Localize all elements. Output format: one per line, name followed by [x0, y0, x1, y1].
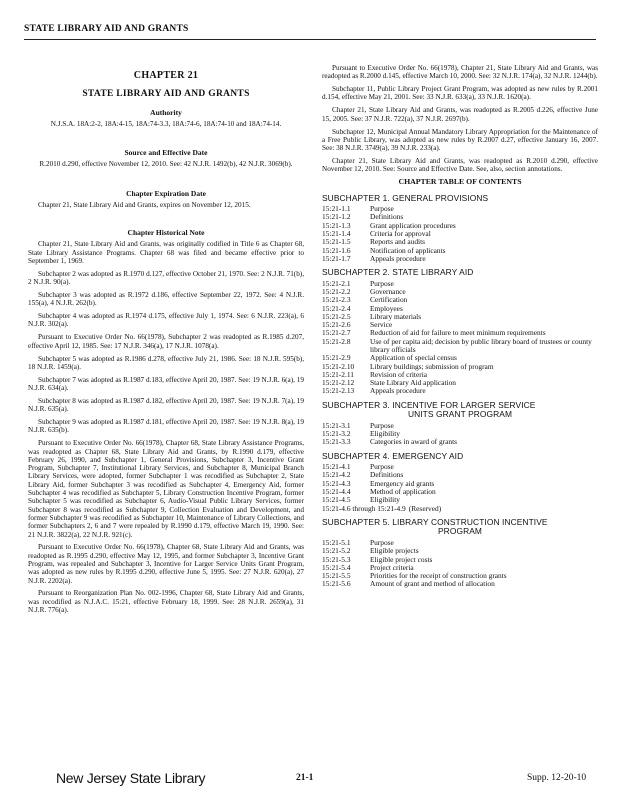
header-rule: [24, 39, 596, 40]
history-note: Subchapter 7 was adopted as R.1987 d.183, effective April 20, 1987. See: 19 N.J.R. 6(a), 19 N.J.R. 634(a).: [28, 375, 304, 392]
section-number: 15:21-2.4: [322, 303, 351, 313]
section-title: Eligibility: [370, 429, 400, 439]
section-title: Library buildings; submission of program: [370, 361, 494, 371]
history-note: Pursuant to Executive Order No. 66(1978), Chapter 68, State Library Assistance Programs, was readopted as Chapter 68, State Library Aid and Grants, by R.1990 d.179, effective February 26, 1990, and Subchapter 1, General Provisions, Subchapter 3, Incentive Grant Program, Subchapter 7, Institutional Library Services, and Subchapter 8, Municipal Branch Library Services, were adopted, former Subchapter 1 was recodified as Subchapter 2, State Library Aid, former Subchapter 3 was recodified as Subchapter 4, Emergency Aid, former Subchapter 4 was recodified as Subchapter 5, Library Construction Incentive Program, former Subchapter 5 was recodified as Subchapter 6, Audio-Visual Public Library Services, former Subchapter 8 was recodified as Subchapter 9, Collection Evaluation and Development, and former Subchapter 9 was recodified as Subchapter 10, Maintenance of Library Collections, and former Subchapters 2, 6 and 7 were repealed by R.1990 d.179, effective March 19, 1990. See: 21 N.J.R. 3822(a), 22 N.J.R. 921(c).: [28, 439, 304, 539]
toc-entry: [322, 556, 598, 564]
section-title: Purpose: [370, 420, 394, 430]
section-title: Purpose: [370, 537, 394, 547]
section-number: 15:21-1.3: [322, 220, 351, 230]
section-title: Criteria for approval: [370, 228, 431, 238]
section-number: 15:21-4.4: [322, 487, 351, 497]
section-title: Purpose: [370, 204, 394, 214]
toc-entry: [322, 213, 598, 221]
history-note: Pursuant to Reorganization Plan No. 002-1996, Chapter 68, State Library Aid and Grants, was recodified as N.J.A.C. 15:21, effective February 18, 1999. See: 28 N.J.R. 2659(a), 31 N.J.R. 776(a).: [28, 589, 304, 615]
history-note: Pursuant to Executive Order No. 66(1978), Subchapter 2 was readopted as R.1985 d.207, effective April 12, 1985. See: 17 N.J.R. 346(a), 17 N.J.R. 1078(a).: [28, 333, 304, 350]
section-number: 15:21-4.6 through 15:21-4.9: [322, 503, 406, 513]
history-note: Chapter 21, State Library Aid and Grants, was readopted as R.2005 d.226, effective June 15, 2005. See: 37 N.J.R. 722(a), 37 N.J.R. 2697(b).: [322, 106, 598, 123]
toc-entry: [322, 222, 598, 230]
expiration-heading: Chapter Expiration Date: [126, 188, 206, 198]
footer-library-name: New Jersey State Library: [56, 770, 206, 786]
history-note: Chapter 21, State Library Aid and Grants, was readopted as R.2010 d.290, effective November 12, 2010. See: Source and Effective Date. See, also, section annotations.: [322, 157, 598, 174]
table-of-contents: [322, 194, 598, 589]
toc-entry: [322, 280, 598, 288]
history-notes-continued: [322, 64, 598, 174]
history-note: Subchapter 5 was adopted as R.1986 d.278, effective July 21, 1986. See: 18 N.J.R. 595(b), 18 N.J.R. 1459(a).: [28, 354, 304, 371]
toc-entry: [322, 379, 598, 387]
toc-entry: [322, 463, 598, 471]
history-note: Subchapter 12, Municipal Annual Mandatory Library Appropriation for the Maintenance of a Free Public Library, was adopted as new rules by R.2007 d.27, effective January 16, 2007. See: 38 N.J.R. 3749(a), 39 N.J.R. 233(a).: [322, 127, 598, 153]
toc-entry: [322, 313, 598, 321]
toc-entry: [322, 387, 598, 395]
toc-entry: [322, 205, 598, 213]
section-number: 15:21-1.2: [322, 212, 351, 222]
section-title: Definitions: [370, 212, 404, 222]
history-note: Subchapter 2 was adopted as R.1970 d.127, effective October 21, 1970. See: 2 N.J.R. 71(b), 2 N.J.R. 90(a).: [28, 269, 304, 287]
section-number: 15:21-5.3: [322, 554, 351, 564]
toc-entry: [322, 363, 598, 371]
history-note: Pursuant to Executive Order No. 66(1978), Chapter 68, State Library Aid and Grants, was readopted as R.1995 d.290, effective May 12, 1995, and former Subchapter 3, Incentive Grant Program, was repealed and Subchapter 3, Incentive for Larger Service Units Grant Program, was adopted as new rules by R.1995 d.290, effective June 5, 1995. See: 27 N.J.R. 620(a), 27 N.J.R. 2202(a).: [28, 543, 304, 585]
history-note: Chapter 21, State Library Aid and Grants, was originally codified in Title 6 as Chapter 68, State Library Assistance Programs. Chapter 68 was filed and became effective prior to September 1, 1969.: [28, 240, 304, 265]
section-number: 15:21-4.2: [322, 470, 351, 480]
section-title: Emergency aid grants: [370, 478, 435, 488]
chapter-number: CHAPTER 21: [133, 70, 199, 81]
section-title: Categories in award of grants: [370, 437, 458, 447]
section-number: 15:21-2.13: [322, 386, 355, 396]
section-number: 15:21-2.1: [322, 278, 351, 288]
section-title: Governance: [370, 286, 406, 296]
toc-entry: [322, 371, 598, 379]
subchapter-heading: SUBCHAPTER 1. GENERAL PROVISIONS: [322, 192, 489, 203]
section-title: Amount of grant and method of allocation: [370, 579, 495, 589]
toc-entry: [322, 288, 598, 296]
section-number: 15:21-2.11: [322, 369, 354, 379]
section-title: Definitions: [370, 470, 404, 480]
section-number: 15:21-1.1: [322, 204, 351, 214]
section-number: 15:21-2.8: [322, 336, 351, 346]
section-number: 15:21-5.2: [322, 546, 351, 556]
subchapter-heading: SUBCHAPTER 3. INCENTIVE FOR LARGER SERVICE UNITS GRANT PROGRAM: [322, 399, 536, 420]
section-number: 15:21-5.4: [322, 562, 351, 572]
section-title: Purpose: [370, 278, 394, 288]
toc-entry: [322, 230, 598, 238]
authority-text: N.J.S.A. 18A:2-2, 18A:4-15, 18A:74-3.3, 18A:74-6, 18A:74-10 and 18A:74-14.: [50, 119, 282, 128]
toc-entry: [322, 238, 598, 246]
page-number: 21-1: [296, 773, 314, 783]
subchapter-heading: SUBCHAPTER 5. LIBRARY CONSTRUCTION INCENTIVE PROGRAM: [322, 516, 548, 537]
section-number: 15:21-2.10: [322, 361, 355, 371]
history-note: Subchapter 8 was adopted as R.1987 d.182, effective April 20, 1987. See: 19 N.J.R. 7(a), 19 N.J.R. 635(a).: [28, 396, 304, 414]
section-number: 15:21-3.1: [322, 420, 351, 430]
section-title: State Library Aid application: [370, 378, 456, 388]
toc-entry: [322, 338, 598, 355]
section-number: 15:21-5.1: [322, 537, 351, 547]
history-note: Subchapter 4 was adopted as R.1974 d.175, effective July 1, 1974. See: 6 N.J.R. 223(a), 6 N.J.R. 302(a).: [28, 312, 304, 329]
toc-entry: [322, 488, 598, 496]
source-heading: Source and Effective Date: [124, 148, 208, 158]
toc-entry: [322, 505, 598, 513]
history-heading: Chapter Historical Note: [127, 227, 205, 237]
toc-entry: [322, 422, 598, 430]
section-title: Method of application: [370, 487, 436, 497]
history-note: Pursuant to Executive Order No. 66(1978), Chapter 21, State Library Aid and Grants, was readopted as R.2000 d.145, effective March 10, 2000. See: 32 N.J.R. 174(a), 32 N.J.R. 1244(b).: [322, 64, 598, 81]
toc-entry: [322, 255, 598, 263]
toc-entry: [322, 438, 598, 446]
section-title: Revision of criteria: [370, 369, 428, 379]
section-number: 15:21-3.3: [322, 437, 351, 447]
left-column: [28, 64, 304, 619]
section-title: Service: [370, 320, 393, 330]
section-number: 15:21-1.7: [322, 253, 351, 263]
toc-entry: [322, 247, 598, 255]
toc-entry: [322, 580, 598, 588]
section-title: Employees: [370, 303, 403, 313]
section-title: Notification of applicants: [370, 245, 446, 255]
toc-entry: [322, 430, 598, 438]
section-title: (Reserved): [408, 503, 442, 513]
section-title: Library materials: [370, 311, 422, 321]
section-number: 15:21-2.2: [322, 286, 351, 296]
toc-title: CHAPTER TABLE OF CONTENTS: [398, 177, 522, 187]
section-number: 15:21-2.9: [322, 353, 351, 363]
subchapter-heading: SUBCHAPTER 4. EMERGENCY AID: [322, 450, 464, 461]
section-number: 15:21-2.6: [322, 320, 351, 330]
toc-entry: [322, 305, 598, 313]
section-number: 15:21-1.5: [322, 237, 351, 247]
source-text: R.2010 d.290, effective November 12, 2010. See: 42 N.J.R. 1492(b), 42 N.J.R. 3069(b).: [39, 160, 293, 169]
section-number: 15:21-5.6: [322, 579, 351, 589]
section-title: Eligibility: [370, 495, 400, 505]
section-number: 15:21-2.5: [322, 311, 351, 321]
history-note: Subchapter 9 was adopted as R.1987 d.181, effective April 20, 1987. See: 19 N.J.R. 8(a), 19 N.J.R. 635(b).: [28, 418, 304, 435]
toc-entry: [322, 539, 598, 547]
chapter-title: STATE LIBRARY AID AND GRANTS: [82, 89, 250, 100]
section-title: Reports and audits: [370, 237, 426, 247]
section-title: Eligible project costs: [370, 554, 433, 564]
section-number: 15:21-4.3: [322, 478, 351, 488]
section-title: Priorities for the receipt of construction grants: [370, 571, 507, 581]
authority-heading: Authority: [150, 107, 182, 117]
right-column: [322, 64, 598, 589]
section-title: Application of special census: [370, 353, 457, 363]
section-number: 15:21-4.5: [322, 495, 351, 505]
section-number: 15:21-1.4: [322, 228, 351, 238]
history-notes: [28, 240, 304, 614]
running-head: STATE LIBRARY AID AND GRANTS: [24, 24, 189, 34]
supplement-date: Supp. 12-20-10: [527, 773, 587, 783]
history-note: Subchapter 11, Public Library Project Grant Program, was adopted as new rules by R.2001 d.154, effective May 21, 2001. See: 33 N.J.R. 633(a), 33 N.J.R. 1620(a).: [322, 85, 598, 102]
section-number: 15:21-2.3: [322, 295, 351, 305]
section-title: Grant application procedures: [370, 220, 456, 230]
section-title: Appeals procedure: [370, 253, 426, 263]
subchapter-heading: SUBCHAPTER 2. STATE LIBRARY AID: [322, 267, 474, 278]
section-number: 15:21-3.2: [322, 429, 351, 439]
section-title: Purpose: [370, 462, 394, 472]
section-title: Project criteria: [370, 562, 414, 572]
history-note: Subchapter 3 was adopted as R.1972 d.186, effective September 22, 1972. See: 4 N.J.R. 155(a), 4 N.J.R. 262(b).: [28, 290, 304, 308]
section-number: 15:21-2.7: [322, 328, 351, 338]
toc-entry: [322, 547, 598, 555]
section-title: Use of per capita aid; decision by public library board of trustees or county library officials: [370, 336, 592, 354]
section-number: 15:21-4.1: [322, 462, 351, 472]
section-title: Eligible projects: [370, 546, 419, 556]
expiration-text: Chapter 21, State Library Aid and Grants, expires on November 12, 2015.: [38, 201, 251, 210]
section-number: 15:21-5.5: [322, 571, 351, 581]
section-title: Certification: [370, 295, 408, 305]
toc-entry: [322, 471, 598, 479]
page-footer: [0, 770, 619, 786]
section-number: 15:21-2.12: [322, 378, 355, 388]
section-title: Reduction of aid for failure to meet minimum requirements: [370, 328, 546, 338]
toc-entry: [322, 480, 598, 488]
toc-entry: [322, 296, 598, 304]
section-title: Appeals procedure: [370, 386, 426, 396]
section-number: 15:21-1.6: [322, 245, 351, 255]
